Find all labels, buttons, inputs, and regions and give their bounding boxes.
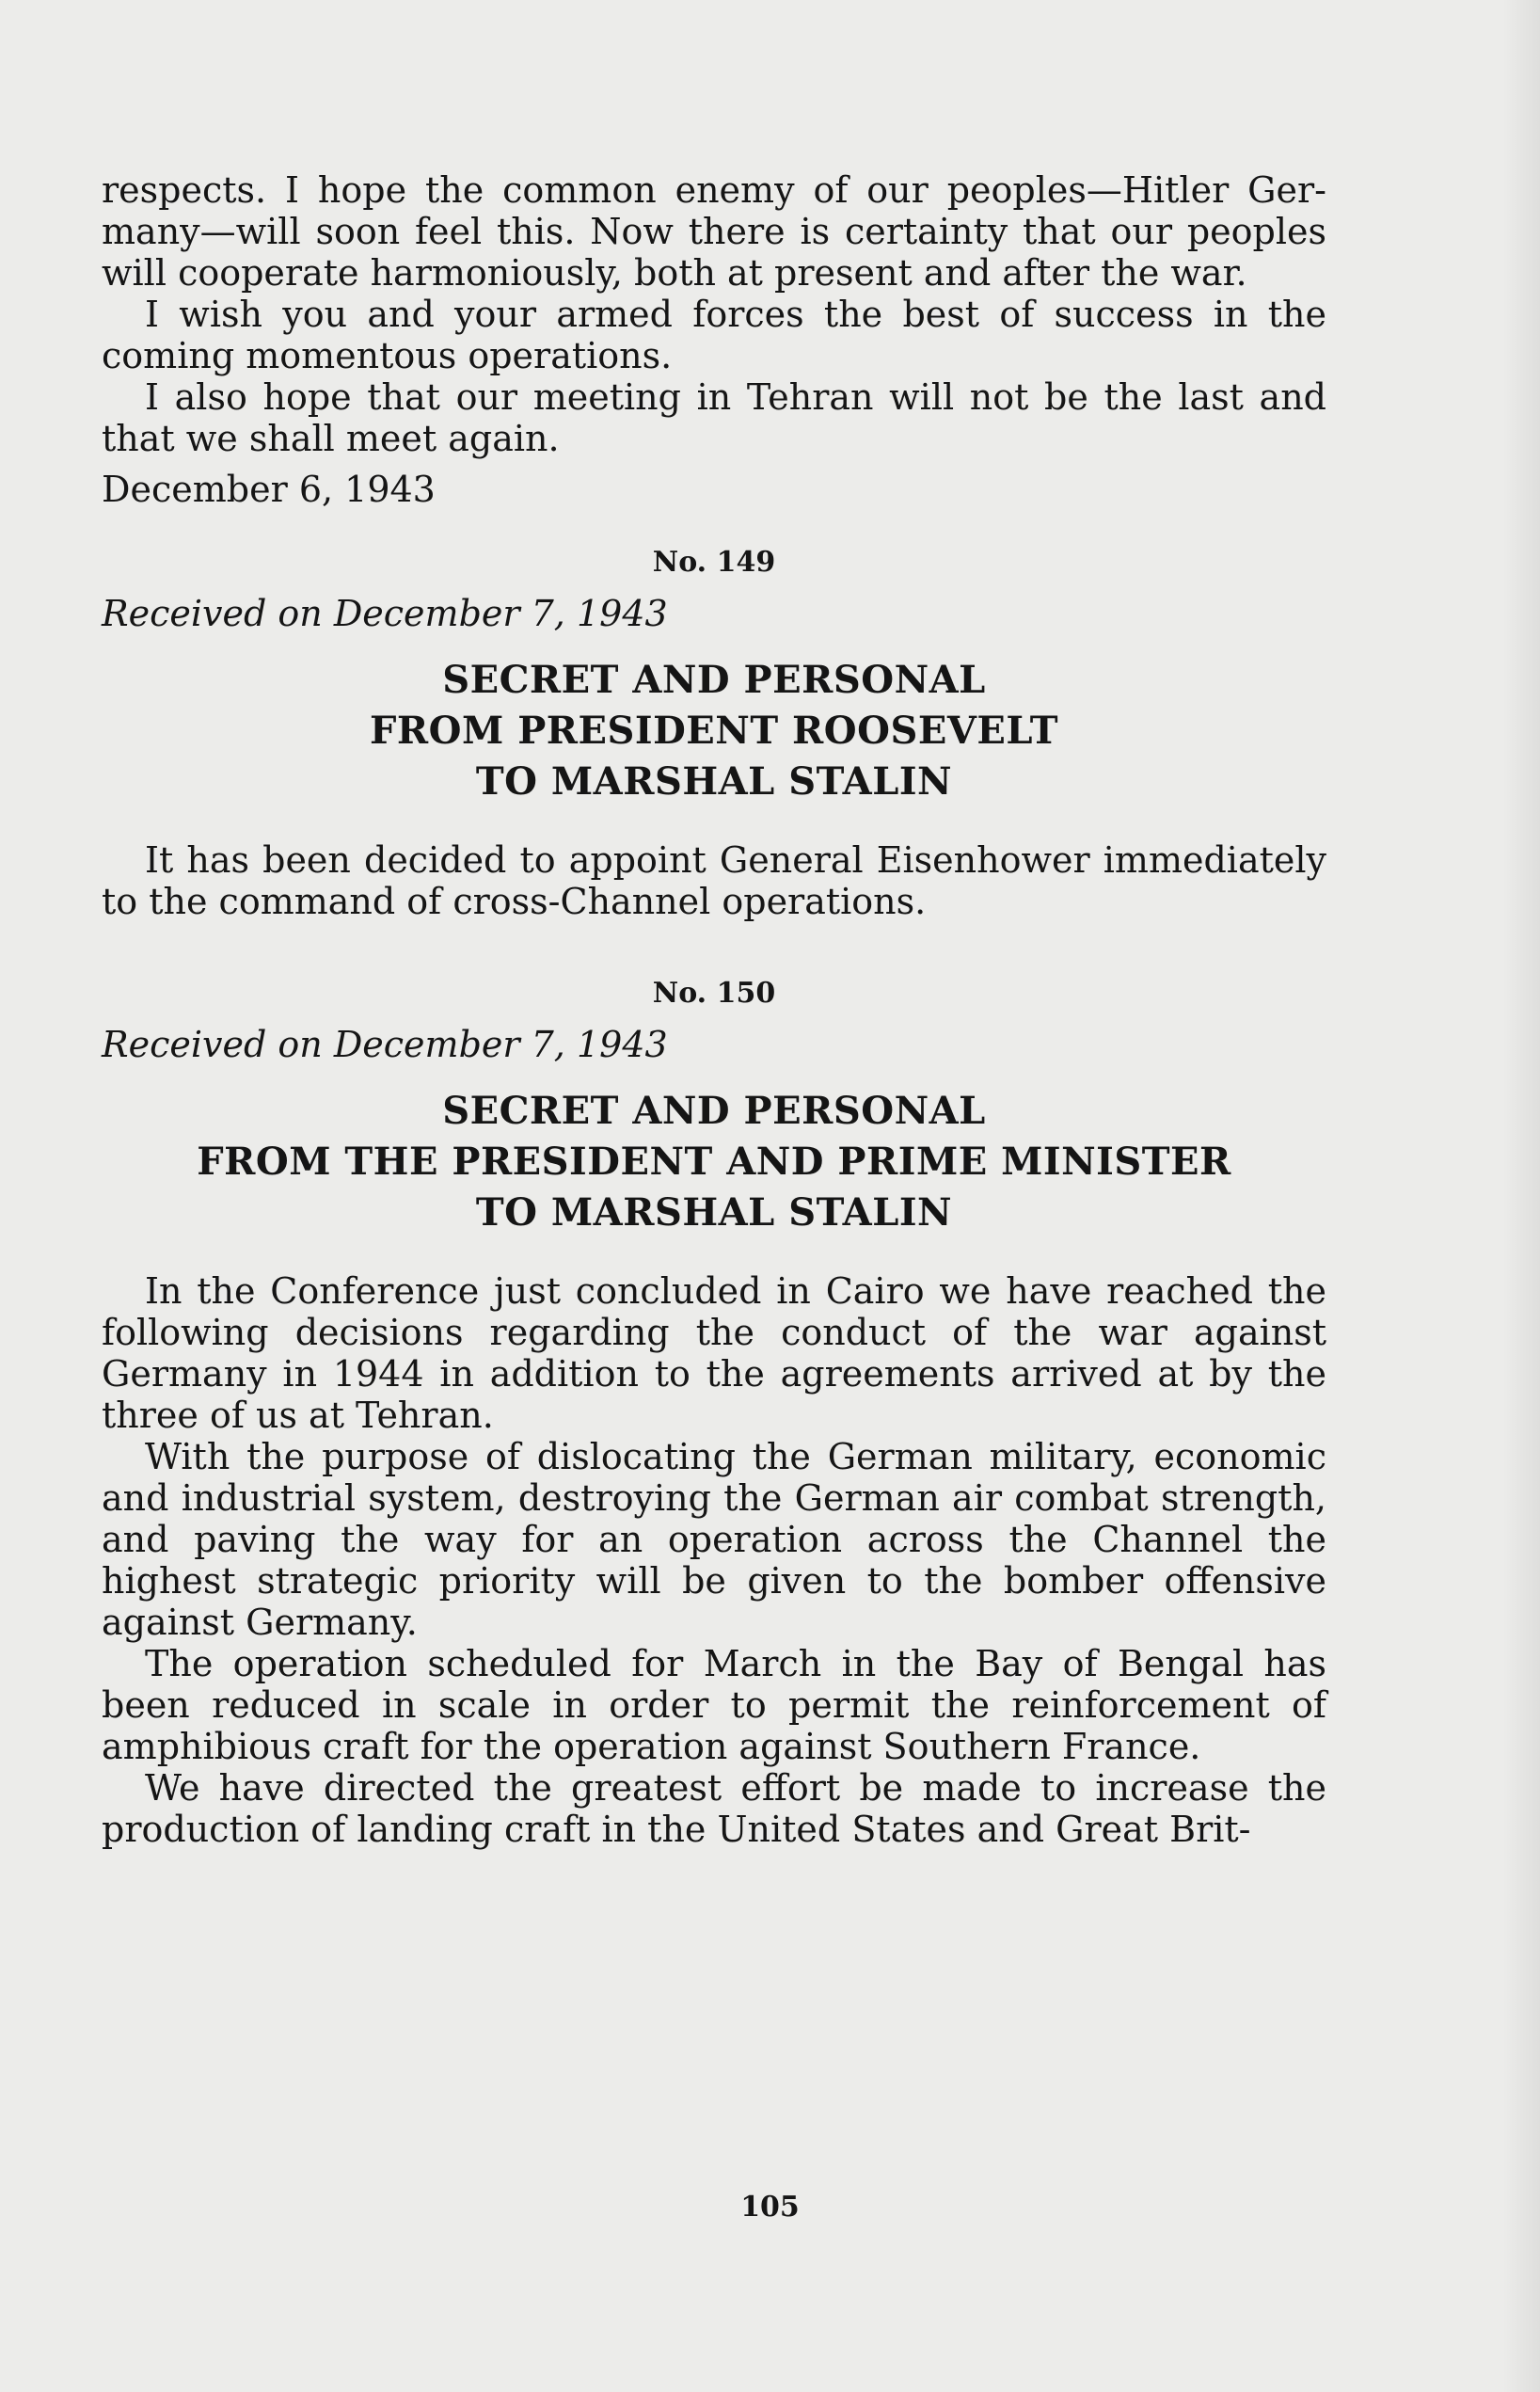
page-number: 105 [740, 2191, 800, 2224]
paragraph-cairo-conference: In the Conference just concluded in Cairo we have reached the following decisions regarding the conduct of the war against Germany in 1944 in addition to the agreements arrived at by the three of us at Tehran. [102, 1270, 1326, 1436]
document-page [102, 169, 1326, 1850]
heading-149-line-3: TO MARSHAL STALIN [475, 759, 953, 804]
paragraph-bay-of-bengal: The operation scheduled for March in the Bay of Bengal has been reduced in scale in order to permit the reinforcement of amphibious craft for the operation against Southern France. [102, 1643, 1326, 1767]
paragraph-eisenhower: It has been decided to appoint General Eisenhower immediately to the command of cross-Channel operations. [102, 839, 1326, 922]
paragraph-wish: I wish you and your armed forces the best of success in the coming momentous operations. [102, 294, 1326, 376]
heading-150-line-1: SECRET AND PERSONAL [442, 1089, 986, 1133]
heading-149 [102, 655, 1326, 807]
heading-149-line-2: FROM PRESIDENT ROOSEVELT [370, 709, 1058, 753]
heading-150 [102, 1086, 1326, 1238]
paragraph-meeting: I also hope that our meeting in Tehran will not be the last and that we shall meet again. [102, 376, 1326, 459]
received-date-150: Received on December 7, 1943 [102, 1024, 668, 1065]
document-number-150: No. 150 [652, 977, 776, 1010]
heading-150-line-2: FROM THE PRESIDENT AND PRIME MINISTER [197, 1140, 1231, 1184]
document-number-149: No. 149 [652, 546, 776, 579]
heading-149-line-1: SECRET AND PERSONAL [442, 658, 986, 702]
received-date-149: Received on December 7, 1943 [102, 593, 668, 634]
paragraph-continuation: respects. I hope the common enemy of our peoples—Hitler Germany—will soon feel this. Now there is certainty that our peoples will cooperate harmoniously, both at present and after the war. [102, 169, 1326, 294]
page-edge-shadow [1502, 0, 1540, 2392]
heading-150-line-3: TO MARSHAL STALIN [475, 1190, 953, 1235]
letter-date: December 6, 1943 [102, 469, 436, 510]
paragraph-landing-craft: We have directed the greatest effort be made to increase the production of landing craft in the United States and Great Brit- [102, 1767, 1326, 1850]
paragraph-bomber-offensive: With the purpose of dislocating the German military, economic and industrial system, destroying the German air combat strength, and paving the way for an operation across the Channel the highest strategic priority will be given to the bomber offensive against Germany. [102, 1436, 1326, 1643]
